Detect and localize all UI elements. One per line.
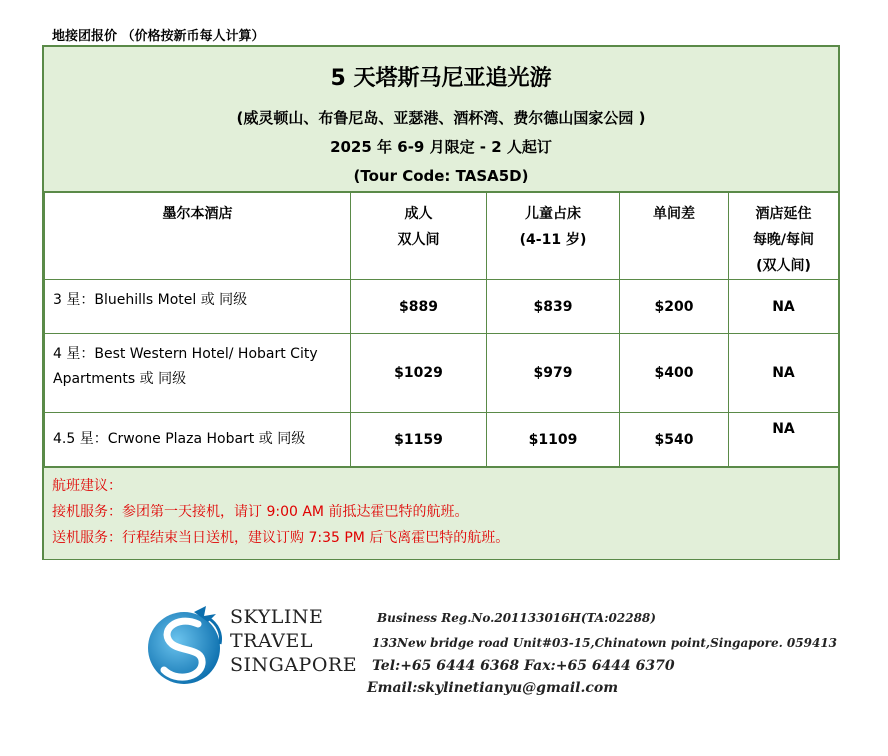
tour-date-line: 2025 年 6-9 月限定 - 2 人起订 (330, 138, 552, 156)
col-header-child (487, 193, 620, 280)
note-heading: 航班建议： (52, 478, 122, 494)
company-phone: Tel:+65 6444 6368 Fax:+65 6444 6370 (372, 658, 675, 674)
hotel-cell (45, 280, 351, 334)
col-header-line: 每晚/每间 (752, 232, 815, 248)
child-price: $979 (487, 334, 620, 413)
extend-price: NA (729, 334, 839, 413)
flight-notes (44, 467, 838, 559)
col-header-line: 单间差 (653, 206, 695, 222)
col-header-adult (351, 193, 487, 280)
col-header-line: 酒店延住 (755, 206, 812, 222)
col-header-hotel (45, 193, 351, 280)
company-address: 133New bridge road Unit#03-15,Chinatown point,Singapore. 059413 (372, 636, 838, 650)
brand-line: TRAVEL (230, 630, 313, 652)
note-pickup: 接机服务：参团第一天接机，请订 9:00 AM 前抵达霍巴特的航班。 (52, 504, 469, 520)
tour-subtitle: (威灵顿山、布鲁尼岛、亚瑟港、酒杯湾、费尔德山国家公园 ) (236, 109, 646, 127)
brand-line: SKYLINE (230, 606, 324, 628)
table-row (45, 280, 839, 334)
col-header-line: 儿童占床 (525, 206, 581, 222)
hotel-cell (45, 413, 351, 467)
col-header-line: 成人 (404, 206, 433, 222)
col-header-single (620, 193, 729, 280)
note-dropoff: 送机服务：行程结束当日送机，建议订购 7:35 PM 后飞离霍巴特的航班。 (52, 530, 510, 546)
col-header-line: 双人间 (397, 232, 440, 248)
price-table (44, 192, 839, 467)
col-header-line: 墨尔本酒店 (162, 206, 233, 222)
single-supplement: $200 (620, 280, 729, 334)
dragon-s-logo-icon (146, 604, 228, 690)
brand-line: SINGAPORE (230, 654, 358, 676)
adult-price: $1159 (351, 413, 487, 467)
child-price: $839 (487, 280, 620, 334)
adult-price: $889 (351, 280, 487, 334)
single-supplement: $540 (620, 413, 729, 467)
extend-price: NA (729, 413, 839, 467)
col-header-extend (729, 193, 839, 280)
price-frame (42, 45, 840, 560)
table-row (45, 413, 839, 467)
hotel-name: 4 星：Best Western Hotel/ Hobart City (53, 346, 318, 362)
child-price: $1109 (487, 413, 620, 467)
hotel-name: 3 星：Bluehills Motel 或 同级 (53, 292, 248, 308)
hotel-cell (45, 334, 351, 413)
adult-price: $1029 (351, 334, 487, 413)
tour-title: 5 天塔斯马尼亚追光游 (330, 66, 552, 91)
company-email: Email:skylinetianyu@gmail.com (367, 680, 619, 696)
top-note: 地接团报价 （价格按新币每人计算） (52, 29, 265, 44)
single-supplement: $400 (620, 334, 729, 413)
col-header-line: (双人间) (756, 258, 811, 274)
table-row (45, 334, 839, 413)
tour-header (44, 47, 838, 192)
business-reg: Business Reg.No.201133016H(TA:02288) (377, 611, 656, 625)
tour-code: (Tour Code: TASA5D) (353, 167, 529, 185)
col-header-line: (4-11 岁) (519, 232, 587, 248)
table-header-row (45, 193, 839, 280)
hotel-name: 4.5 星：Crwone Plaza Hobart 或 同级 (53, 431, 306, 447)
hotel-name: Apartments 或 同级 (53, 371, 187, 387)
extend-price: NA (729, 280, 839, 334)
